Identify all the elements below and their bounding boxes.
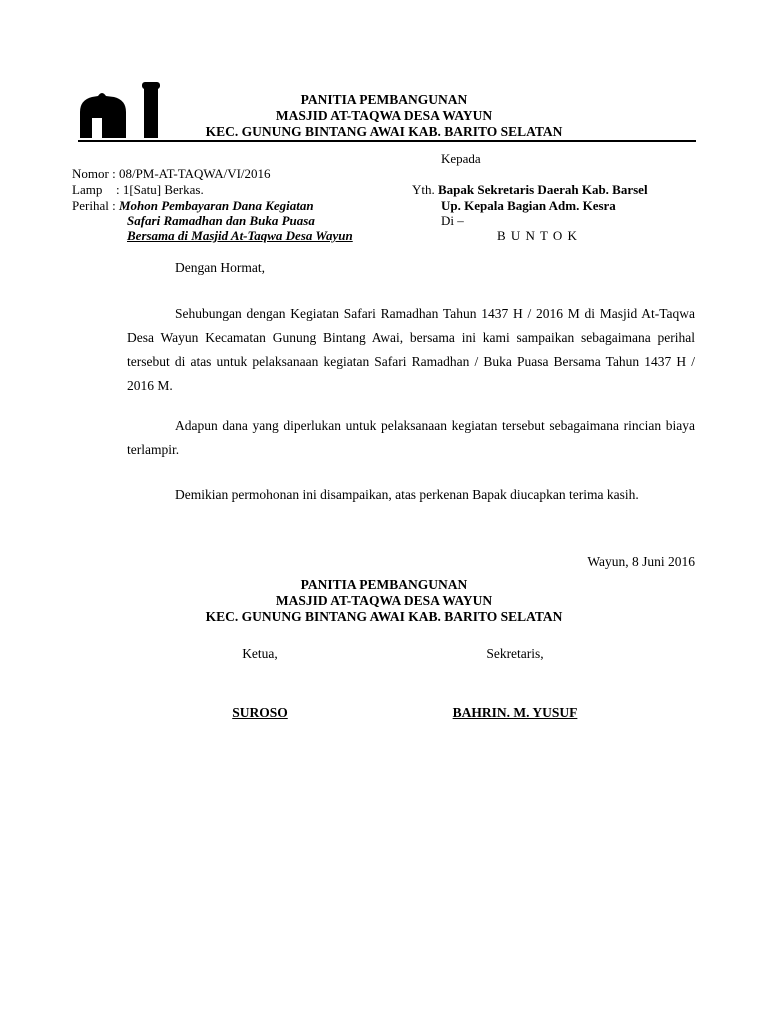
lamp-value: 1[Satu] Berkas. (122, 182, 204, 197)
nomor-label: Nomor : (72, 166, 116, 181)
salutation: Dengan Hormat, (175, 260, 265, 275)
paragraph-3-text: Demikian permohonan ini disampaikan, atas perkenan Bapak diucapkan terima kasih. (175, 487, 639, 502)
recipient-line1 (412, 182, 648, 198)
paragraph-3 (127, 483, 695, 507)
letterhead-line3: KEC. GUNUNG BINTANG AWAI KAB. BARITO SELATAN (205, 124, 563, 139)
recipient-yth: Yth. (412, 182, 435, 197)
paragraph-1-text: Sehubungan dengan Kegiatan Safari Ramadhan Tahun 1437 H / 2016 M di Masjid At-Taqwa Desa Wayun Kecamatan Gunung Bintang Awai, bersama ini kami sampaikan sebagaimana perihal tersebut di atas untuk pelaksanaan kegiatan Safari Ramadhan / Buka Puasa Bersama Tahun 1437 H / 2016 M. (127, 306, 695, 393)
perihal-line3: Bersama di Masjid At-Taqwa Desa Wayun (127, 228, 353, 243)
perihal-label: Perihal : (72, 198, 116, 213)
meta-perihal (72, 198, 314, 214)
closing-org (0, 577, 768, 625)
recipient-line2: Up. Kepala Bagian Adm. Kesra (441, 198, 616, 213)
recipient-name: Bapak Sekretaris Daerah Kab. Barsel (438, 182, 648, 197)
recipient-city: B U N T O K (497, 228, 578, 243)
paragraph-2 (127, 414, 695, 462)
role-sekretaris: Sekretaris, (486, 646, 544, 661)
paragraph-2-text: Adapun dana yang diperlukan untuk pelaksanaan kegiatan tersebut sebagaimana rincian biaya terlampir. (127, 418, 695, 457)
paragraph-1 (127, 302, 695, 398)
lamp-colon: : (115, 182, 120, 197)
signatory-sekretaris: BAHRIN. M. YUSUF (452, 705, 578, 720)
closing-org-line2: MASJID AT-TAQWA DESA WAYUN (275, 593, 493, 608)
letterhead-line1: PANITIA PEMBANGUNAN (300, 92, 468, 107)
meta-nomor (72, 166, 271, 182)
perihal-line2: Safari Ramadhan dan Buka Puasa (127, 213, 315, 228)
letterhead-line2: MASJID AT-TAQWA DESA WAYUN (275, 108, 493, 123)
role-ketua: Ketua, (242, 646, 278, 661)
closing-org-line1: PANITIA PEMBANGUNAN (300, 577, 468, 592)
perihal-line1: Mohon Pembayaran Dana Kegiatan (118, 198, 314, 213)
signatory-ketua: SUROSO (232, 705, 288, 720)
letterhead-divider (78, 140, 696, 142)
meta-lamp (72, 182, 204, 198)
letterhead (0, 92, 768, 140)
nomor-value: 08/PM-AT-TAQWA/VI/2016 (118, 166, 271, 181)
lamp-label: Lamp (72, 182, 103, 197)
recipient-di: Di – (441, 213, 464, 228)
letter-date: Wayun, 8 Juni 2016 (587, 554, 695, 569)
recipient-kepada: Kepada (441, 151, 481, 166)
closing-org-line3: KEC. GUNUNG BINTANG AWAI KAB. BARITO SELATAN (205, 609, 563, 624)
